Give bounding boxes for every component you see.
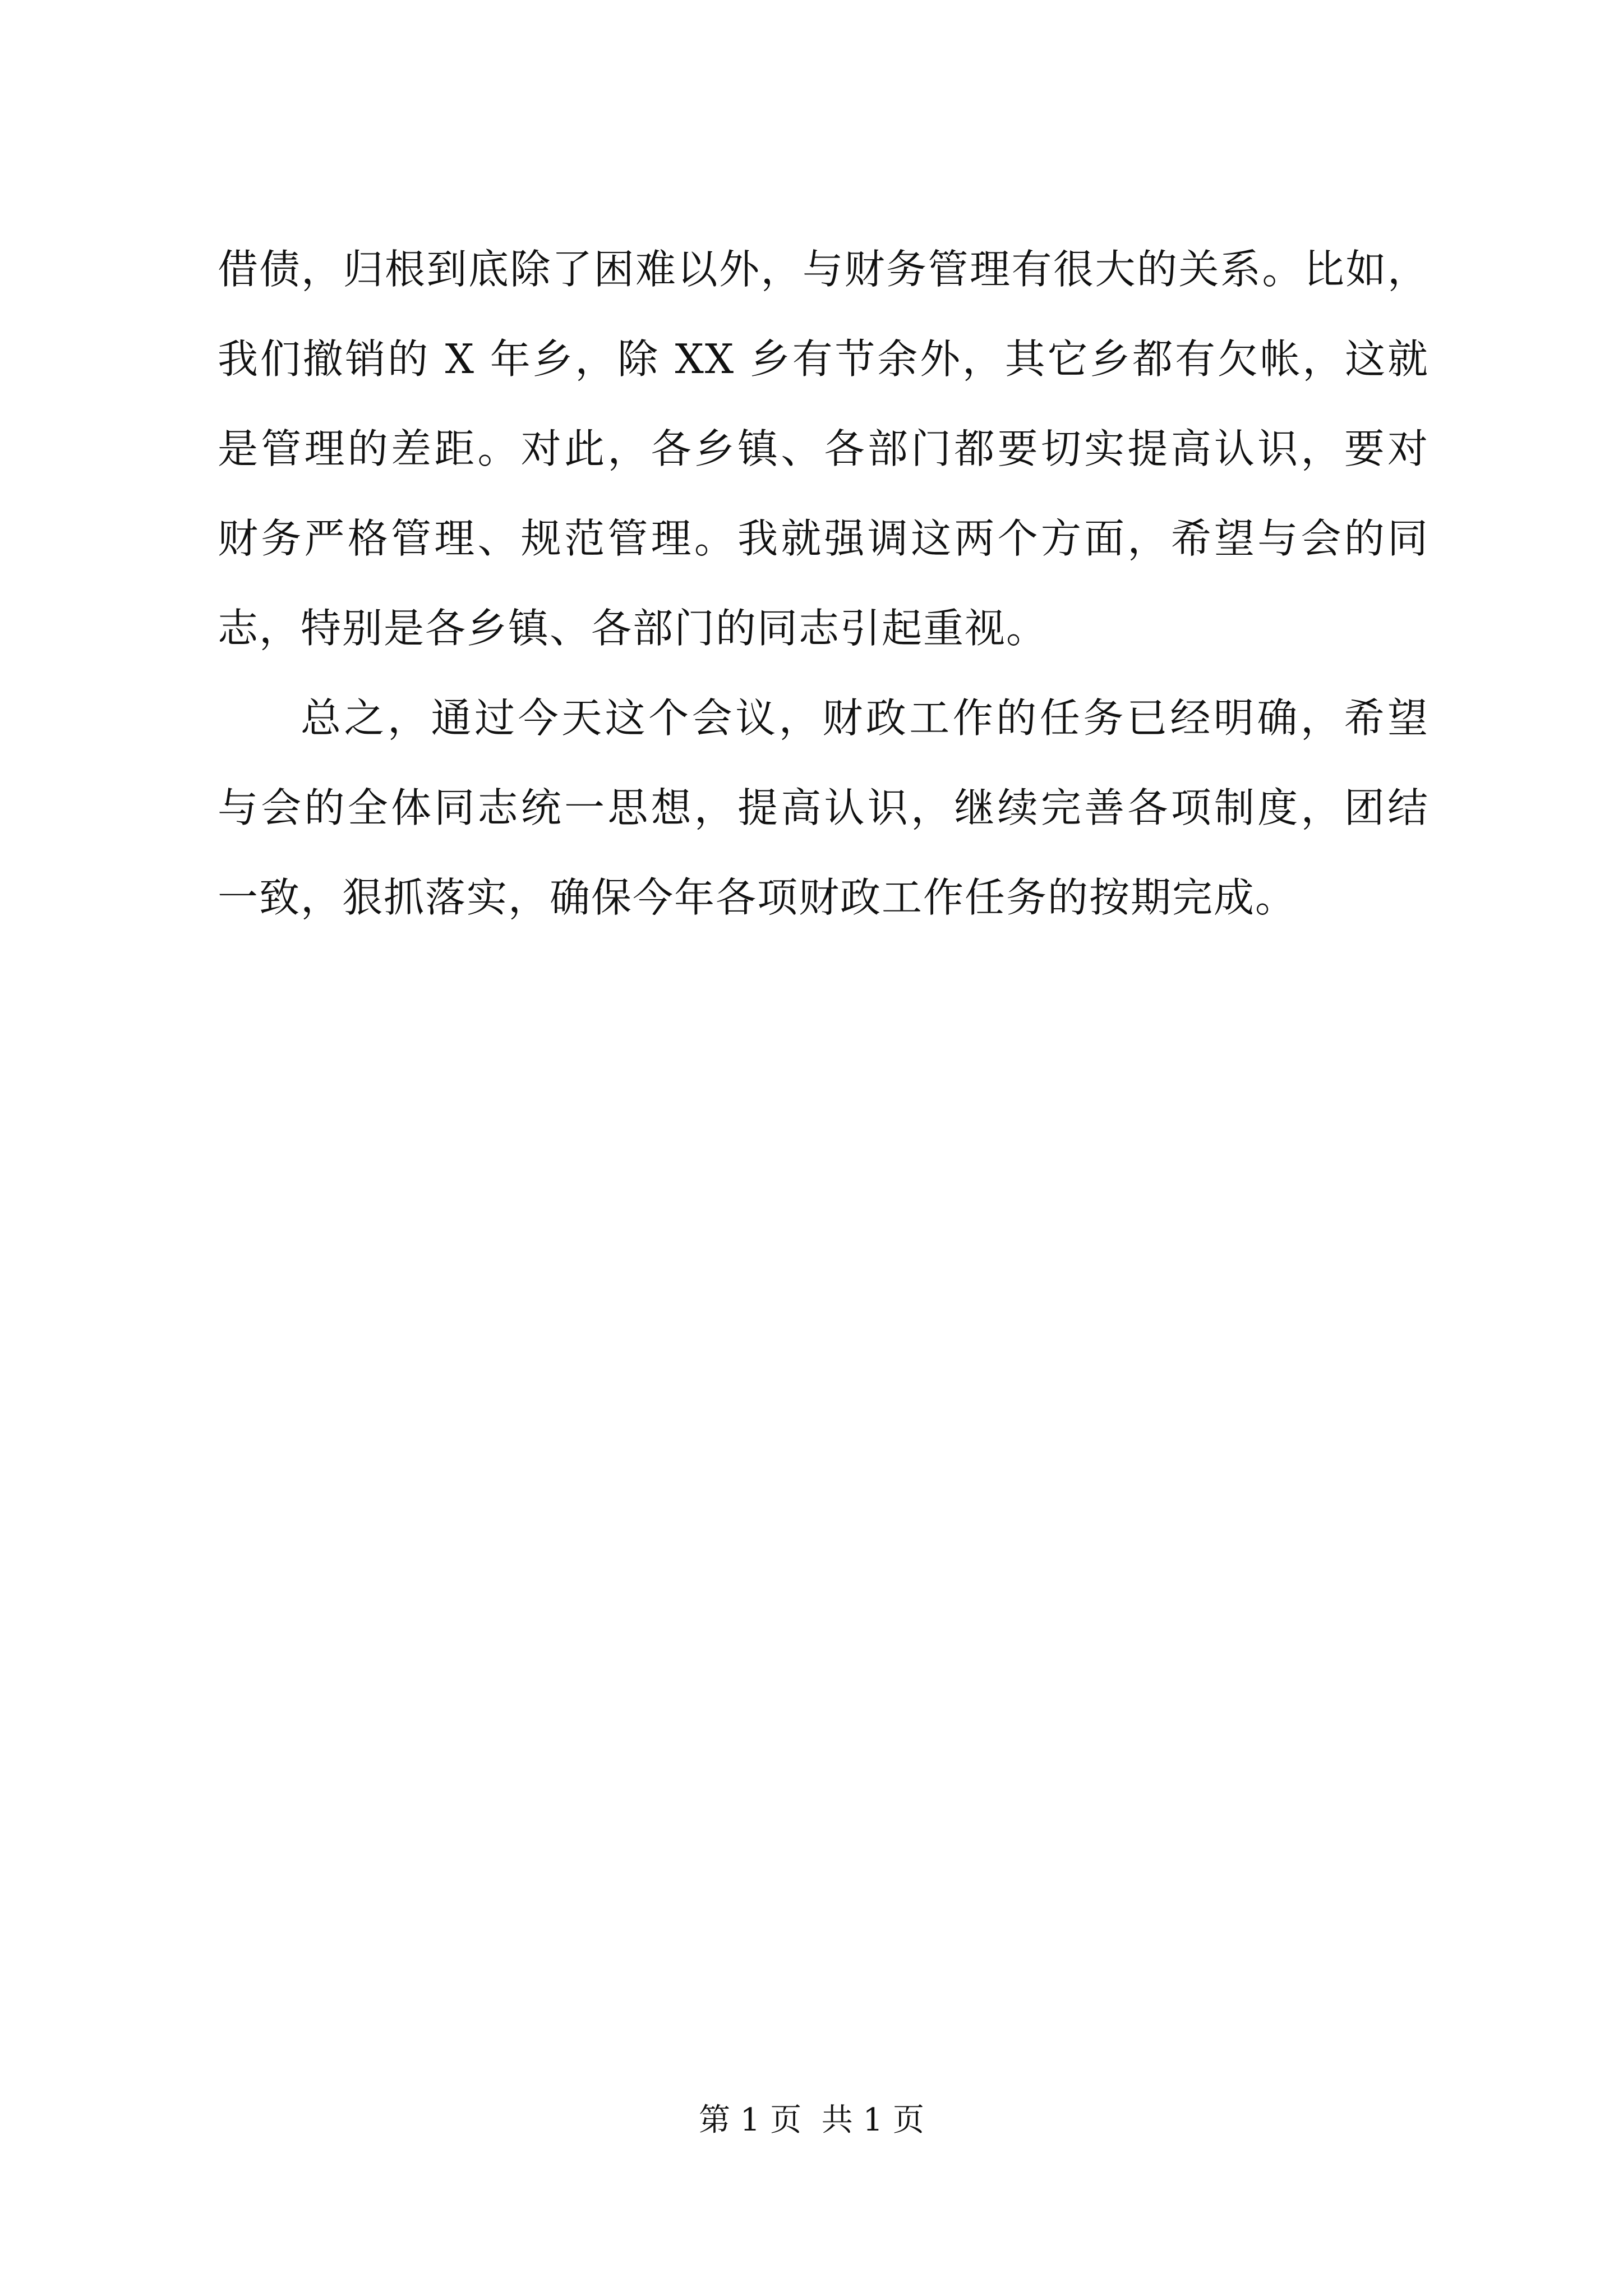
paragraph-continuation — [218, 224, 1429, 673]
text-line: 总之，通过今天这个会议，财政工作的任务已经明确，希望 — [301, 694, 1429, 742]
text-line: 志，特别是各乡镇、各部门的同志引起重视。 — [218, 605, 1048, 652]
text-line: 借债，归根到底除了困难以外，与财务管理有很大的关系。比如， — [218, 246, 1429, 293]
text-line: 一致，狠抓落实，确保今年各项财政工作任务的按期完成。 — [218, 874, 1297, 921]
text-line: 与会的全体同志统一思想，提高认识，继续完善各项制度，团结 — [218, 784, 1429, 831]
text-line: 财务严格管理、规范管理。我就强调这两个方面，希望与会的同 — [218, 515, 1429, 562]
page-number-footer: 第 1 页 共 1 页 — [698, 2102, 925, 2138]
document-body — [218, 224, 1429, 942]
text-line: 是管理的差距。对此，各乡镇、各部门都要切实提高认识，要对 — [218, 425, 1429, 472]
text-line: 我们撤销的 X 年乡，除 XX 乡有节余外，其它乡都有欠帐，这就 — [218, 335, 1429, 383]
paragraph-conclusion — [218, 673, 1429, 942]
